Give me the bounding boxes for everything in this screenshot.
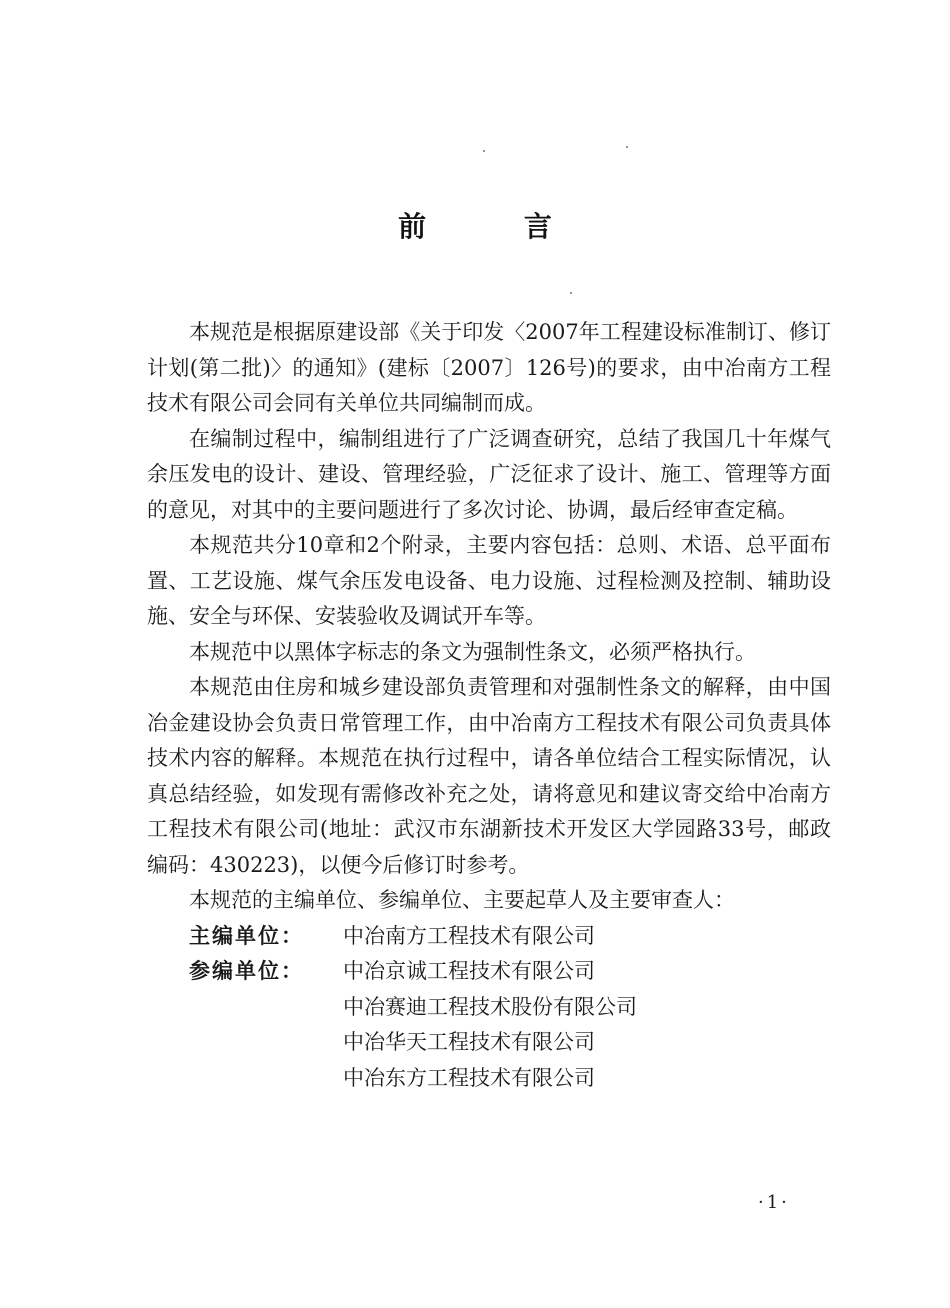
scan-speck xyxy=(626,146,628,148)
paragraph-contents: 本规范共分10章和2个附录，主要内容包括：总则、术语、总平面布置、工艺设施、煤气余压发电设备、电力设施、过程检测及控制、辅助设施、安全与环保、安装验收及调试开车等。 xyxy=(147,533,831,628)
page-title: 前 言 xyxy=(398,210,596,243)
chief-unit-name: 中冶南方工程技术有限公司 xyxy=(343,923,595,948)
chief-unit-label: 主编单位： xyxy=(189,923,304,948)
page-number: ·1· xyxy=(758,1192,790,1213)
participating-unit-row xyxy=(147,1025,831,1061)
participating-unit-name: 中冶东方工程技术有限公司 xyxy=(343,1065,595,1090)
scan-speck xyxy=(483,150,485,152)
paragraph-basis: 本规范是根据原建设部《关于印发〈2007年工程建设标准制订、修订计划(第二批)〉的通知》(建标〔2007〕126号)的要求，由中冶南方工程技术有限公司会同有关单位共同编制而成。 xyxy=(147,320,831,415)
participating-unit-row xyxy=(147,990,831,1026)
participating-unit-row xyxy=(147,1061,831,1097)
organizations-list xyxy=(147,919,831,1097)
participating-unit-name: 中冶京诚工程技术有限公司 xyxy=(343,959,595,983)
preface-body xyxy=(147,315,831,1096)
participating-unit-row xyxy=(147,954,831,990)
chief-unit-row xyxy=(147,919,831,955)
scan-speck xyxy=(570,292,572,294)
participating-unit-name: 中冶赛迪工程技术股份有限公司 xyxy=(343,994,637,1019)
paragraph-mandatory: 本规范中以黑体字标志的条文为强制性条文，必须严格执行。 xyxy=(189,639,756,664)
paragraph-management: 本规范由住房和城乡建设部负责管理和对强制性条文的解释，由中国冶金建设协会负责日常管理工作，由中冶南方工程技术有限公司负责具体技术内容的解释。本规范在执行过程中，请各单位结合工程实际情况，认真总结经验，如发现有需修改补充之处，请将意见和建议寄交给中冶南方工程技术有限公司(地址：武汉市东湖新技术开发区大学园路33号，邮政编码：430223)，以便今后修订时参考。 xyxy=(147,675,831,877)
paragraph-units-intro: 本规范的主编单位、参编单位、主要起草人及主要审查人： xyxy=(189,888,735,912)
paragraph-process: 在编制过程中，编制组进行了广泛调查研究，总结了我国几十年煤气余压发电的设计、建设、管理经验，广泛征求了设计、施工、管理等方面的意见，对其中的主要问题进行了多次讨论、协调，最后经审查定稿。 xyxy=(147,426,831,522)
participating-unit-label: 参编单位： xyxy=(189,959,304,983)
participating-unit-name: 中冶华天工程技术有限公司 xyxy=(343,1030,595,1054)
